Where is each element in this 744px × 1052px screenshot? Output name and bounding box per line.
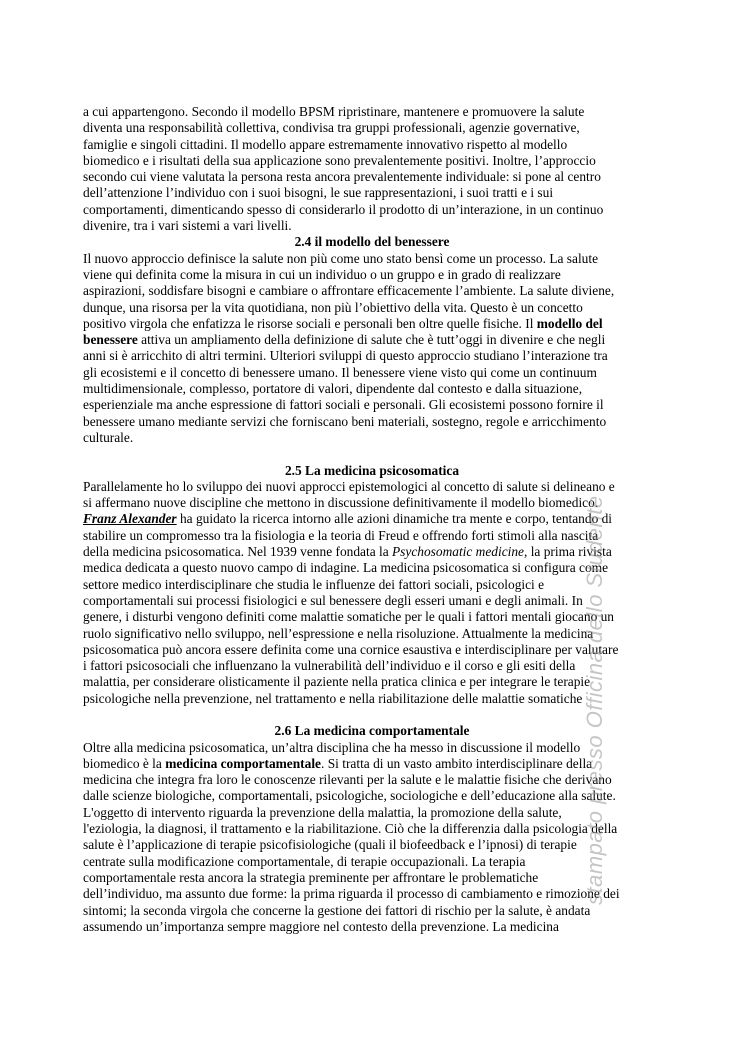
text-span: biomedico è la [83,755,166,771]
text-span: , la prima rivista [524,544,612,560]
text-line: viene qui definita come la misura in cui un individuo o un gruppo e in grado di realizzare [83,266,561,282]
text-line: benessere umano mediante servizi che forniscano beni materiali, sostegno, regole e arricchimento [83,413,607,429]
section-heading-2-6: 2.6 La medicina comportamentale [274,723,470,739]
text-line: Oltre alla medicina psicosomatica, un’altra disciplina che ha messo in discussione il modello [83,739,581,755]
bold-term: medicina comportamentale [165,755,322,771]
text-line: Il nuovo approccio definisce la salute non più come uno stato bensì come un processo. La salute [83,250,599,266]
text-line: psicologiche nella prevenzione, nel trattamento e nella riabilitazione delle malattie somatiche [83,690,583,706]
text-span: ha guidato la ricerca intorno alle azioni dinamiche tra mente e corpo, tentando di [176,511,613,527]
text-line: Parallelamente ho lo sviluppo dei nuovi approcci epistemologici al concetto di salute si delineano e [83,478,615,494]
text-line: comportamentali sui processi fisiologici e sul benessere degli esseri umani e degli animali. In [83,592,583,608]
text-line: anni si è arricchito di altri termini. Ulteriori sviluppi di questo approccio studiano l’interazione tra [83,348,608,364]
text-line: i fattori psicosociali che influenzano la vulnerabilità dell’individuo e il corso e gli esiti della [83,658,576,674]
text-span: . Si tratta di un vasto ambito interdisciplinare della [321,755,593,771]
text-line: famiglie e singoli cittadini. Il modello appare estremamente innovativo rispetto al modello [83,136,568,152]
text-line: dell’attenzione l’individuo con i suoi bisogni, le sue rappresentazioni, i suoi tratti e i sui [83,185,554,201]
text-line: assumendo un’importanza sempre maggiore nel contesto della prevenzione. La medicina [83,918,559,934]
bold-term: benessere [83,332,138,348]
text-line: si affermano nuove discipline che mettono in discussione definitivamente il modello biomedico. [83,495,599,511]
text-line [83,316,661,332]
text-line: settore medico interdisciplinare che studia le influenze dei fattori sociali, psicologici e [83,576,545,592]
intro-paragraph [83,104,661,234]
text-line: gli ecosistemi e il concetto di benessere umano. Il benessere viene visto qui come un continuum [83,364,597,380]
text-line: L'oggetto di intervento riguarda la prevenzione della malattia, la promozione della salute, [83,804,562,820]
text-line: l'eziologia, la diagnosi, il trattamento e la riabilitazione. Ciò che la differenzia dalla psicologia della [83,821,618,837]
paragraph-medicina-comportamentale [83,740,661,936]
paragraph-modello-benessere [83,251,661,447]
text-span: della medicina psicosomatica. Nel 1939 venne fondata la [83,544,392,560]
text-line [83,544,661,560]
text-line: psicosomatica può ancora essere definita come una cornice esaustiva e interdisciplinare per valutare [83,641,619,657]
text-line [83,332,661,348]
text-line: centrate sulla modificazione comportamentale, di terapie occupazionali. La terapia [83,853,526,869]
blank-line [83,707,661,723]
text-line: a cui appartengono. Secondo il modello BPSM ripristinare, mantenere e promuovere la salute [83,104,585,119]
text-line: divenire, tra i vari sistemi a vari livelli. [83,218,292,234]
text-line: esperienziale ma anche espressione di fattori sociali e personali. Gli ecosistemi possono fornire il [83,397,604,413]
text-line: dell’individuo, ma assunto due forme: la prima riguarda il processo di cambiamento e rimozione dei [83,886,620,902]
bold-term: modello del [536,315,603,331]
text-line: salute è l’applicazione di terapie psicofisiologiche (quali il biofeedback e l’ipnosi) di terapie [83,837,577,853]
text-line: secondo cui viene valutata la persona resta ancora prevalentemente individuale: si pone al centro [83,169,601,185]
paragraph-medicina-psicosomatica [83,479,661,707]
watermark: stampato presso Officina dello Studente [582,495,607,905]
journal-title: Psychosomatic medicine [392,544,525,560]
blank-line [83,446,661,462]
text-line: multidimensionale, complesso, portatore di valori, dipendente dal contesto e dalla situazione, [83,381,583,397]
text-line: culturale. [83,429,134,445]
text-line: genere, i disturbi vengono definiti come malattie somatiche per le quali i fattori mentali giocano un [83,609,614,625]
text-line: comportamentale resta ancora la strategia preminente per affrontare le problematiche [83,869,539,885]
text-line: malattia, per considerare olisticamente il paziente nella pratica clinica e per integrare le terapie [83,674,591,690]
text-line: biomedico e i risultati della sua applicazione sono prevalentemente positivi. Inoltre, l’approccio [83,152,596,168]
document-page [83,104,661,935]
section-heading-2-4: 2.4 il modello del benessere [294,234,450,250]
text-span: positivo virgola che enfatizza le risorse sociali e personali ben oltre quelle fisiche. Il [83,315,537,331]
text-line [83,511,661,527]
text-line: ruolo significativo nello sviluppo, nell’espressione e nella risoluzione. Attualmente la medicina [83,625,594,641]
text-line: dalle scienze biologiche, comportamentali, psicologiche, sociologiche e dell’educazione alla salute. [83,788,616,804]
text-line: diventa una responsabilità collettiva, condivisa tra gruppi professionali, agenzie governative, [83,120,580,136]
text-line: sintomi; la seconda virgola che concerne la gestione dei fattori di rischio per la salute, è andata [83,902,591,918]
text-line: stabilire un compromesso tra la fisiologia e la teoria di Freud e offrendo forti stimoli alla nascita [83,527,599,543]
text-line: aspirazioni, soddisfare bisogni e cambiare o affrontare efficacemente l’ambiente. La salute diviene, [83,283,615,299]
text-line: comportamenti, dimenticando spesso di considerarlo il prodotto di un’interazione, in un continuo [83,201,604,217]
author-name: Franz Alexander [83,511,177,527]
text-line [83,756,661,772]
text-line: medica dedicata a questo nuovo campo di indagine. La medicina psicosomatica si configura come [83,560,609,576]
text-line: dunque, una risorsa per la vita quotidiana, non più l’obiettivo della vita. Questo è un concetto [83,299,583,315]
text-span: attiva un ampliamento della definizione di salute che è tutt’oggi in divenire e che negli [137,332,606,348]
text-line: medicina che integra fra loro le conoscenze rilevanti per la salute e le malattie fisiche che derivano [83,772,612,788]
section-heading-2-5: 2.5 La medicina psicosomatica [284,462,460,478]
